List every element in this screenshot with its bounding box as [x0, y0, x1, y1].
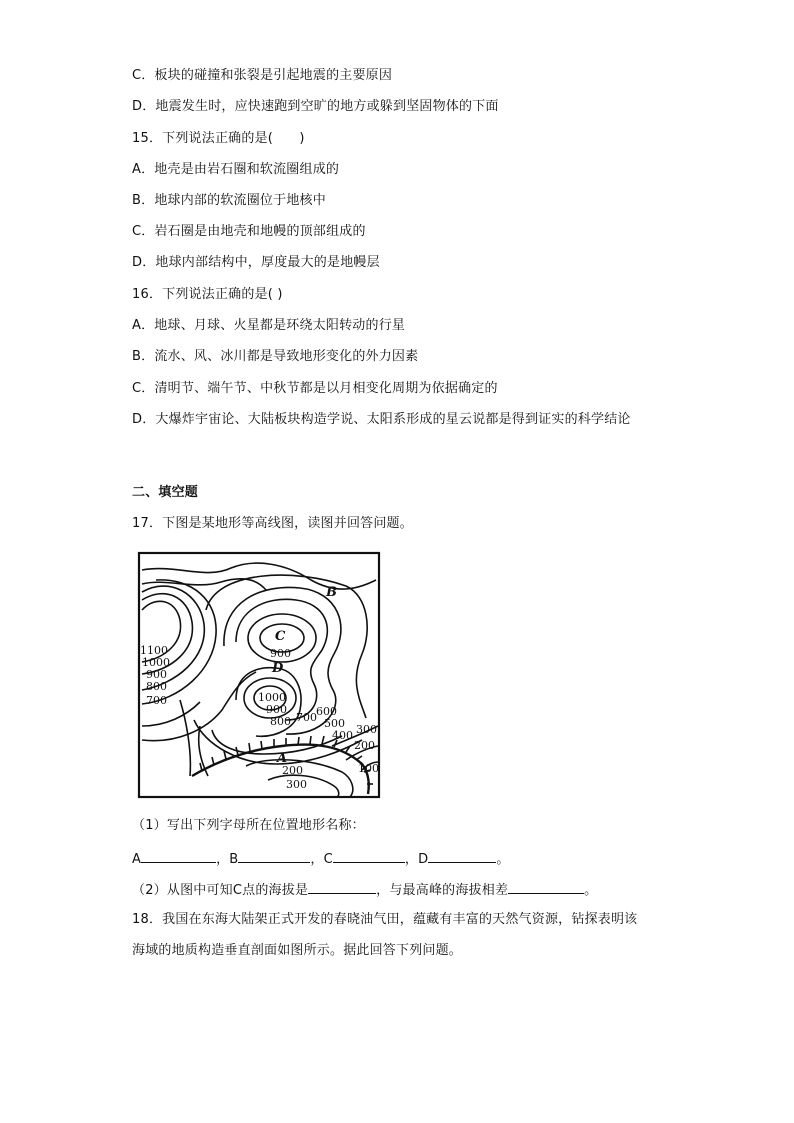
option-15-a: A．地壳是由岩石圈和软流圈组成的: [132, 162, 340, 177]
contour-label: 300: [356, 723, 377, 736]
option-15-d: D．地球内部结构中，厚度最大的是地幔层: [132, 255, 380, 270]
option-14-d: D．地震发生时，应快速跑到空旷的地方或躲到坚固物体的下面: [132, 99, 499, 114]
contour-label: 1100: [140, 644, 168, 657]
question-15: 15．下列说法正确的是( ): [132, 131, 305, 146]
contour-label: 800: [146, 680, 167, 693]
question-17-part-1-blanks: [132, 848, 510, 869]
question-18-line-1: 18．我国在东海大陆架正式开发的春晓油气田，蕴藏有丰富的天然气资源，钻探表明该: [132, 912, 638, 927]
contour-label: 1000: [142, 656, 170, 669]
blank-a[interactable]: [141, 848, 216, 863]
blank-d[interactable]: [428, 848, 496, 863]
blank-a-prefix: A: [132, 852, 142, 867]
question-17-part-2: [132, 879, 597, 900]
option-14-c: C．板块的碰撞和张裂是引起地震的主要原因: [132, 68, 393, 83]
contour-label: 900: [270, 647, 291, 660]
question-17: 17．下图是某地形等高线图，读图并回答问题。: [132, 516, 413, 531]
blank-c[interactable]: [333, 848, 405, 863]
blank-d-prefix: ，D: [404, 852, 429, 867]
option-16-d: D．大爆炸宇宙论、大陆板块构造学说、太阳系形成的星云说都是得到证实的科学结论: [132, 412, 631, 427]
option-16-c: C．清明节、端午节、中秋节都是以月相变化周期为依据确定的: [132, 381, 498, 396]
blank-altitude-difference[interactable]: [508, 879, 584, 894]
option-16-a: A．地球、月球、火星都是环绕太阳转动的行星: [132, 318, 406, 333]
contour-label: 500: [324, 717, 345, 730]
option-16-b: B．流水、风、冰川都是导致地形变化的外力因素: [132, 349, 419, 364]
contour-map: [136, 550, 382, 802]
blank-line-end: 。: [496, 852, 510, 867]
point-c-label: C: [275, 629, 286, 644]
point-d-label: D: [272, 661, 284, 676]
contour-label: 400: [332, 729, 353, 742]
part-2-prefix: （2）从图中可知C点的海拔是: [132, 883, 309, 898]
blank-b[interactable]: [238, 848, 310, 863]
contour-label: 200: [282, 764, 303, 777]
blank-c-prefix: ，C: [310, 852, 333, 867]
question-16: 16．下列说法正确的是( ): [132, 287, 283, 302]
blank-b-prefix: ，B: [216, 852, 239, 867]
contour-label: 900: [146, 668, 167, 681]
part-2-end: 。: [584, 883, 598, 898]
contour-label: 700: [146, 694, 167, 707]
option-15-b: B．地球内部的软流圈位于地核中: [132, 193, 326, 208]
contour-label: 1000: [258, 691, 286, 704]
contour-map-figure: [136, 550, 382, 802]
part-2-middle: ，与最高峰的海拔相差: [376, 883, 509, 898]
contour-label: 300: [286, 778, 307, 791]
option-15-c: C．岩石圈是由地壳和地幔的顶部组成的: [132, 224, 366, 239]
section-fill-in-blank: 二、填空题: [132, 485, 199, 500]
contour-label: 100: [358, 762, 379, 775]
blank-c-altitude[interactable]: [308, 879, 376, 894]
question-17-part-1: （1）写出下列字母所在位置地形名称：: [132, 818, 365, 833]
point-b-label: B: [326, 585, 337, 600]
contour-label: 200: [354, 739, 375, 752]
contour-label: 700: [296, 711, 317, 724]
contour-label: 600: [316, 705, 337, 718]
contour-label: 800: [270, 715, 291, 728]
point-a-label: A: [277, 751, 288, 766]
contour-label: 900: [266, 703, 287, 716]
question-18-line-2: 海域的地质构造垂直剖面如图所示。据此回答下列问题。: [132, 943, 463, 958]
